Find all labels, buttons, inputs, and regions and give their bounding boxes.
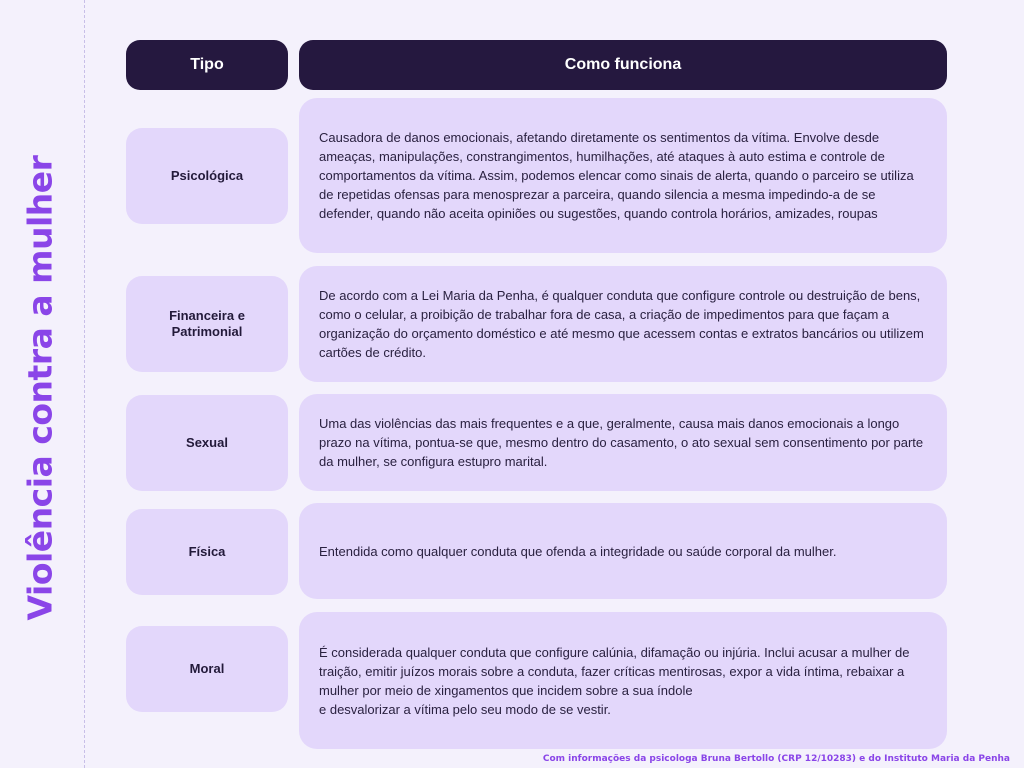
table-row-type-cell: Moral xyxy=(126,626,288,712)
table-row-description-cell xyxy=(299,266,947,382)
column-header-como-funciona: Como funciona xyxy=(299,40,947,90)
description-text: É considerada qualquer conduta que configure calúnia, difamação ou injúria. Inclui acusar a mulher de traição, emitir juízos morais sobre a conduta, fazer críticas mentirosas, expor a vida íntima, rebaixar a mulher por meio de xingamentos que incidem sobre a sua índole e desvalorizar a vítima pelo seu modo de se vestir. xyxy=(319,644,910,717)
table-row-type-cell: Financeira e Patrimonial xyxy=(126,276,288,372)
side-divider-line xyxy=(84,0,85,768)
table-row-description-cell xyxy=(299,503,947,599)
table-row-description-cell xyxy=(299,612,947,749)
table-row-type-cell: Sexual xyxy=(126,395,288,491)
column-header-tipo: Tipo xyxy=(126,40,288,90)
description-text: Entendida como qualquer conduta que ofenda a integridade ou saúde corporal da mulher. xyxy=(319,543,837,559)
table-row-description-cell xyxy=(299,394,947,491)
description-text: De acordo com a Lei Maria da Penha, é qualquer conduta que configure controle ou destruição de bens, como o celular, a proibição de trabalhar fora de casa, a criação de impedimentos para que façam a organização do orçamento doméstico e até mesmo que acessem contas e extratos bancários ou utilizem cartões de crédito. xyxy=(319,288,924,360)
table-row-type-cell: Física xyxy=(126,509,288,595)
source-credit: Com informações da psicologa Bruna Bertollo (CRP 12/10283) e do Instituto Maria da Penha xyxy=(542,754,1010,764)
table-row-type-cell: Psicológica xyxy=(126,128,288,224)
table-row-description-cell xyxy=(299,98,947,253)
description-text: Uma das violências das mais frequentes e a que, geralmente, causa mais danos emocionais a longo prazo na vítima, pontua-se que, mesmo dentro do casamento, o ato sexual sem consentimento por parte da mulher, se configura estupro marital. xyxy=(319,416,924,469)
page-title: Violência contra a mulher xyxy=(20,155,60,621)
description-text: Causadora de danos emocionais, afetando diretamente os sentimentos da vítima. Envolve desde ameaças, manipulações, constrangimentos, humilhações, até ataques à auto estima e controle de comportamentos da vítima. Assim, podemos elencar como sinais de alerta, quando o parceiro se utiliza de repetidas ofensas para menosprezar a parceira, quando silencia a mesma impedindo-a de se defender, quando não aceita opiniões ou sugestões, quando controla horários, amizades, roupas xyxy=(319,130,914,221)
